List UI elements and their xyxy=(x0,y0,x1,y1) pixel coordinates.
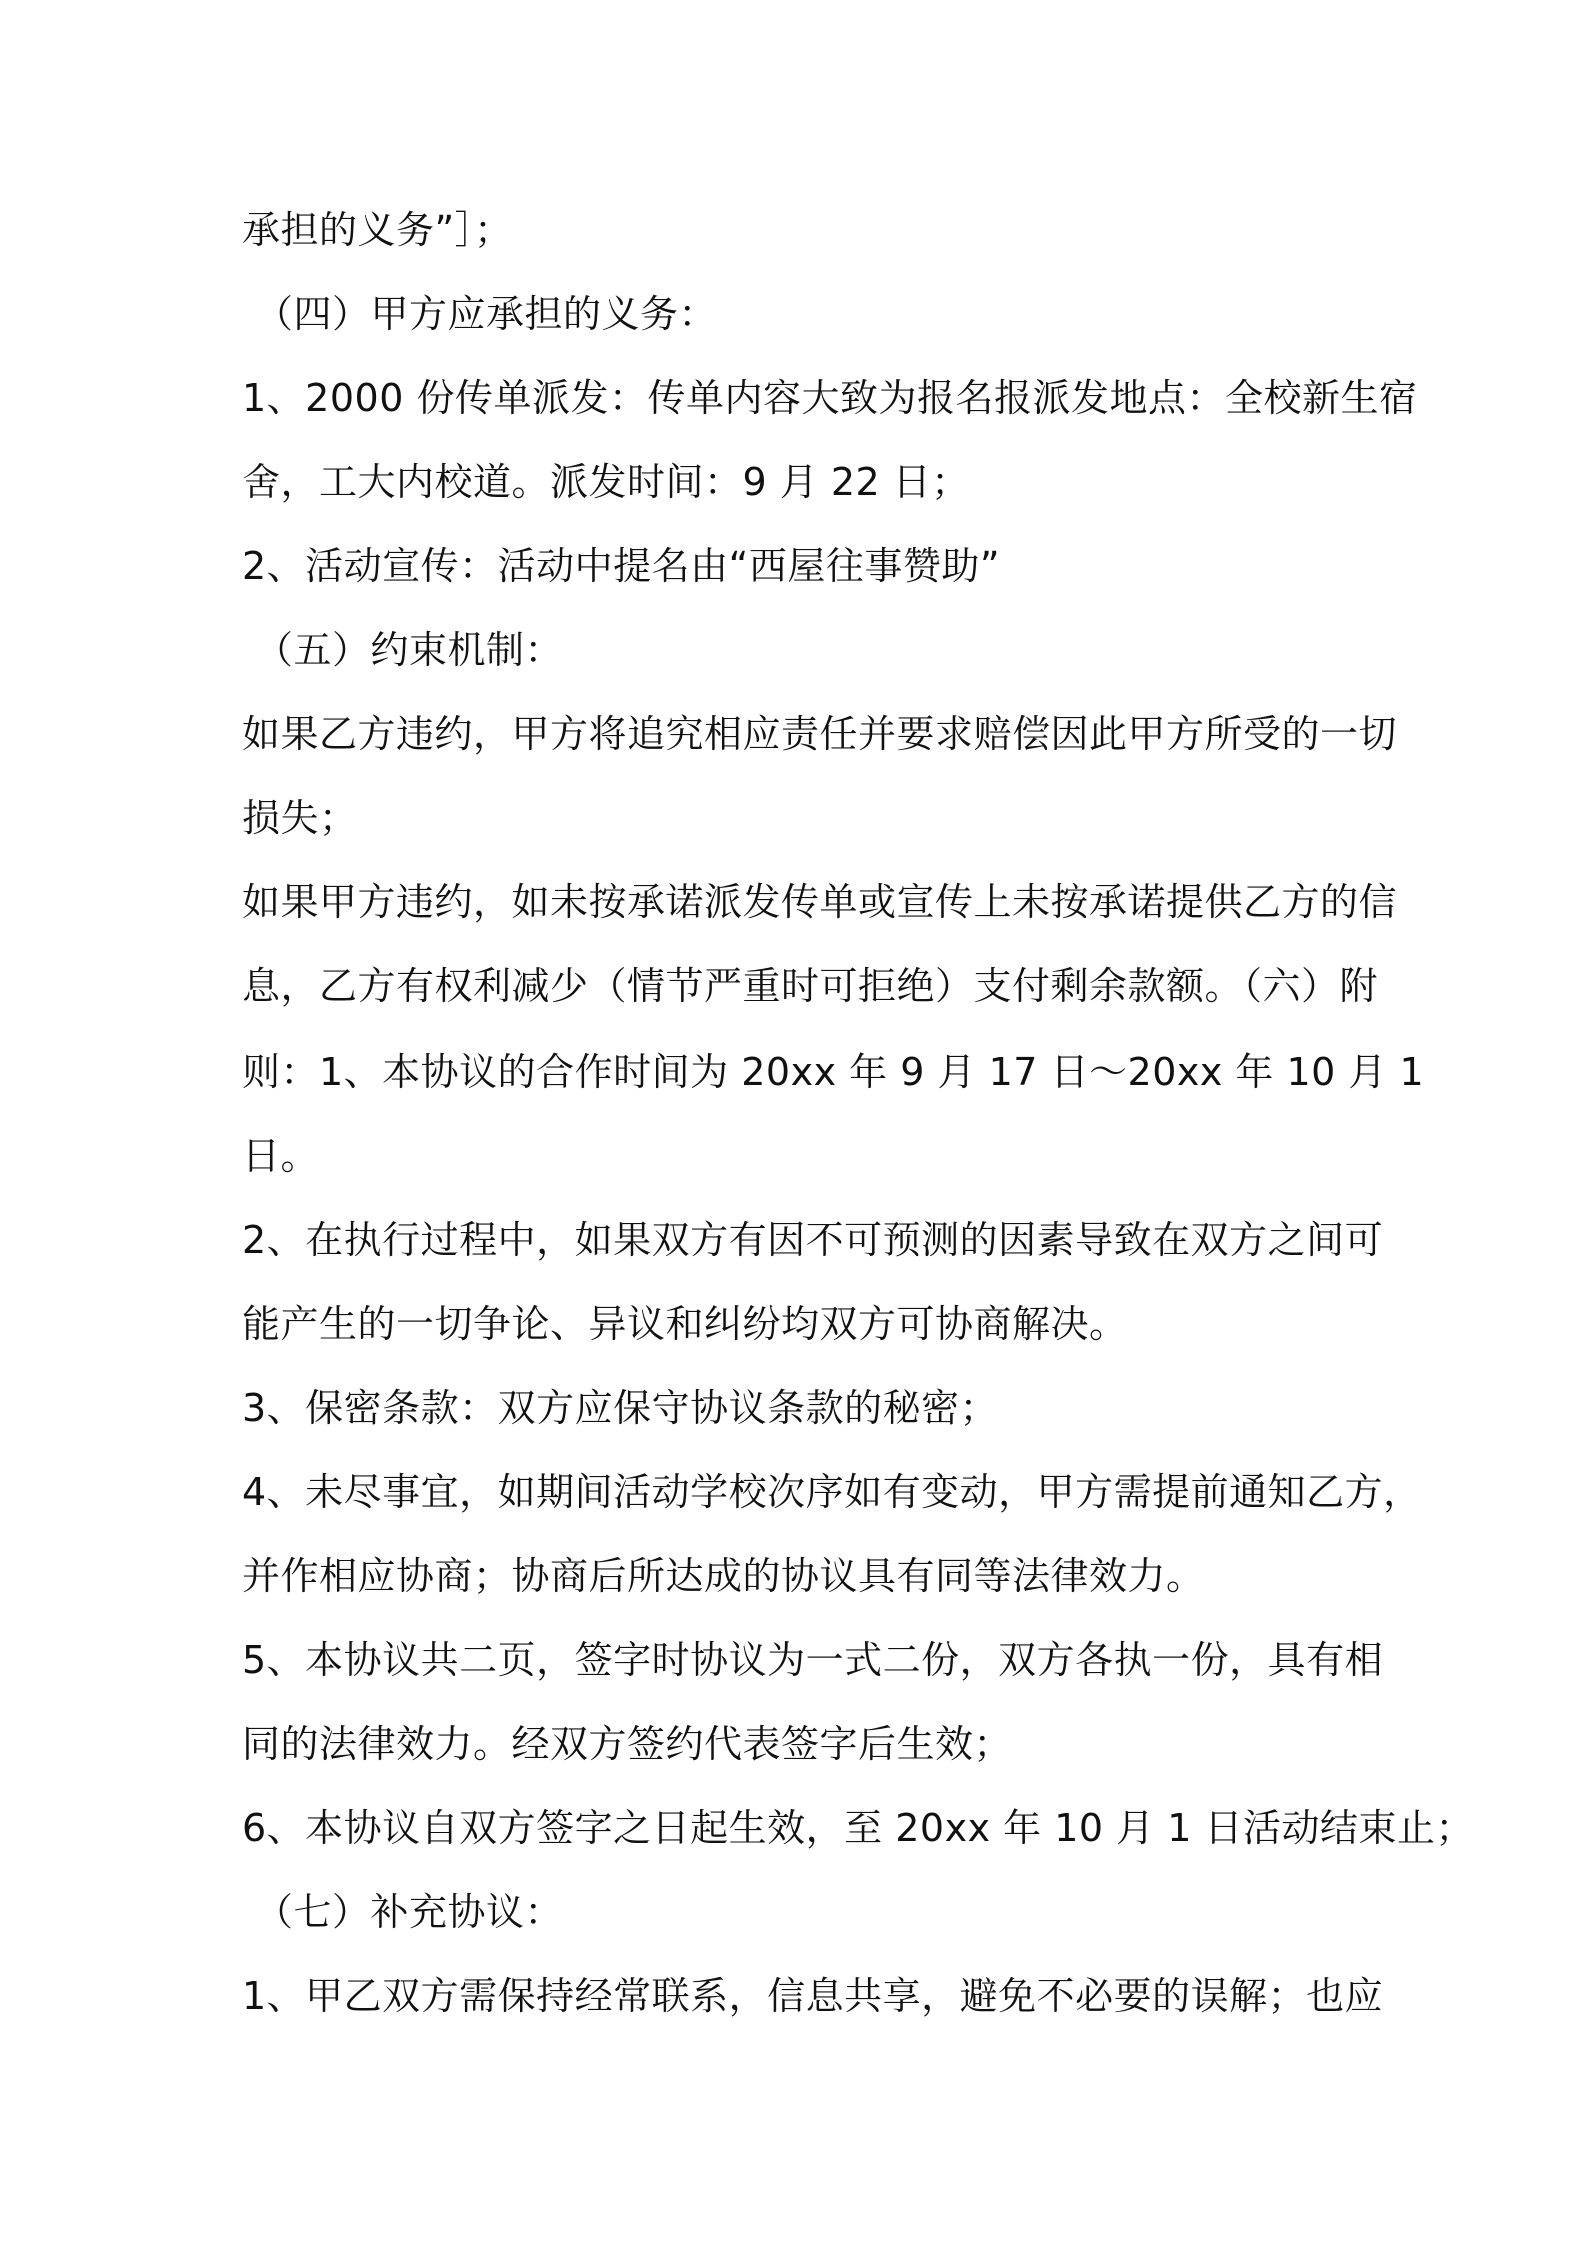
text-line: 能产生的一切争论、异议和纠纷均双方可协商解决。 xyxy=(242,1302,1128,1346)
text-line: 1、2000 份传单派发：传单内容大致为报名报派发地点：全校新生宿 xyxy=(242,376,1418,420)
text-line: 息，乙方有权利减少（情节严重时可拒绝）支付剩余款额。（六）附 xyxy=(242,964,1379,1008)
text-line: 同的法律效力。经双方签约代表签字后生效； xyxy=(242,1722,1013,1766)
text-line: 6、本协议自双方签字之日起生效，至 20xx 年 10 月 1 日活动结束止； xyxy=(242,1806,1475,1850)
text-line: 舍，工大内校道。派发时间：9 月 22 日； xyxy=(242,460,970,504)
text-line: 并作相应协商；协商后所达成的协议具有同等法律效力。 xyxy=(242,1554,1205,1598)
section-heading: （五）约束机制： xyxy=(255,628,564,672)
text-line: 如果乙方违约，甲方将追究相应责任并要求赔偿因此甲方所受的一切 xyxy=(242,712,1398,756)
text-line: 如果甲方违约，如未按承诺派发传单或宣传上未按承诺提供乙方的信 xyxy=(242,880,1398,924)
text-line: 1、甲乙双方需保持经常联系，信息共享，避免不必要的误解；也应 xyxy=(242,1974,1384,2018)
text-line: 4、未尽事宜，如期间活动学校次序如有变动，甲方需提前通知乙方， xyxy=(242,1470,1422,1514)
text-line: 承担的义务”］； xyxy=(242,208,513,252)
section-heading: （七）补充协议： xyxy=(255,1890,564,1934)
text-line: 损失； xyxy=(242,796,358,840)
text-line: 2、在执行过程中，如果双方有因不可预测的因素导致在双方之间可 xyxy=(242,1218,1384,1262)
text-line: 则：1、本协议的合作时间为 20xx 年 9 月 17 日～20xx 年 10 月 1 xyxy=(242,1050,1425,1094)
section-heading: （四）甲方应承担的义务： xyxy=(255,292,718,336)
text-line: 5、本协议共二页，签字时协议为一式二份，双方各执一份，具有相 xyxy=(242,1638,1384,1682)
text-line: 3、保密条款：双方应保守协议条款的秘密； xyxy=(242,1386,999,1430)
text-line: 2、活动宣传：活动中提名由“西屋往事赞助” xyxy=(242,544,1001,588)
text-line: 日。 xyxy=(242,1134,320,1178)
